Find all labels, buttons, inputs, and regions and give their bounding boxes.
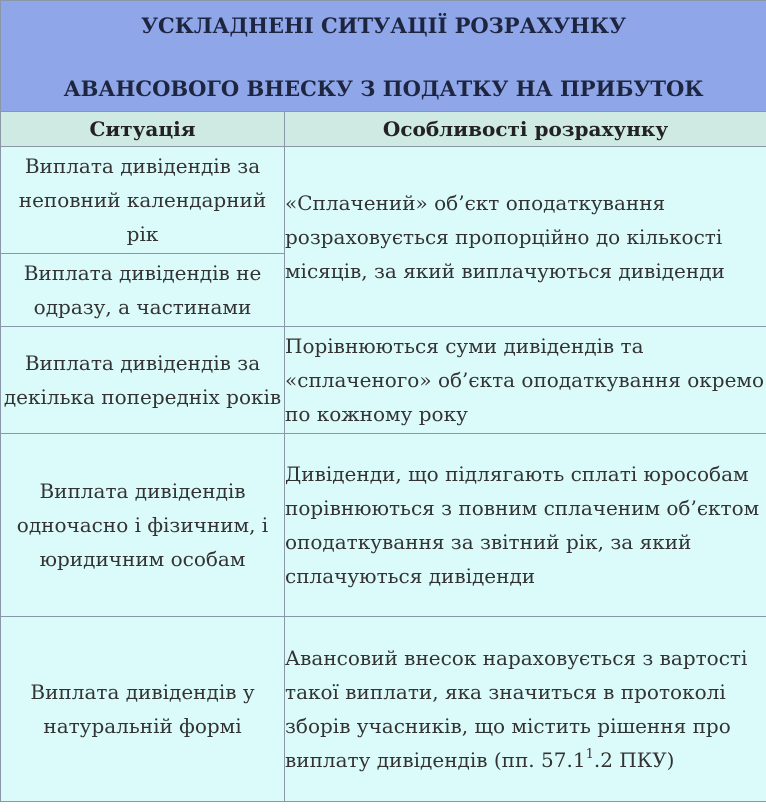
features-cell: «Сплачений» об’єкт оподаткування розраховується пропорційно до кількості місяців, за який виплачуються дивіденди: [285, 147, 766, 327]
title-line-1: УСКЛАДНЕНІ СИТУАЦІЇ РОЗРАХУНКУ: [140, 12, 627, 38]
table-row: [1, 147, 766, 254]
features-cell: Порівнюються суми дивідендів та «сплаченого» об’єкта оподаткування окремо по кожному року: [285, 327, 766, 434]
title-row: [1, 1, 766, 112]
table-row: [1, 617, 766, 802]
header-situation: Ситуація: [1, 112, 285, 147]
superscript-number: 1: [585, 747, 594, 762]
situation-cell: Виплата дивідендів за декілька попередніх років: [1, 327, 285, 434]
table-title: [1, 1, 766, 112]
table-row: [1, 327, 766, 434]
title-line-2: АВАНСОВОГО ВНЕСКУ З ПОДАТКУ НА ПРИБУТОК: [63, 76, 704, 101]
situation-cell: Виплата дивідендів одночасно і фізичним, і юридичним особам: [1, 434, 285, 617]
header-features: Особливості розрахунку: [285, 112, 766, 147]
table-row: [1, 434, 766, 617]
features-cell: Дивіденди, що підлягають сплаті юрособам порівнюються з повним сплаченим об’єктом оподаткування за звітний рік, за який сплачуються дивіденди: [285, 434, 766, 617]
situation-cell: Виплата дивідендів не одразу, а частинами: [1, 254, 285, 327]
situation-cell: Виплата дивідендів у натуральній формі: [1, 617, 285, 802]
features-text-tail: .2 ПКУ): [593, 748, 675, 772]
features-cell: [285, 617, 766, 802]
header-row: [1, 112, 766, 147]
features-text: Авансовий внесок нараховується з вартості такої виплати, яка значиться в протоколі зборів учасників, що містить рішення про виплату дивідендів (пп. 57.1: [285, 646, 748, 772]
situation-cell: Виплата дивідендів за неповний календарний рік: [1, 147, 285, 254]
